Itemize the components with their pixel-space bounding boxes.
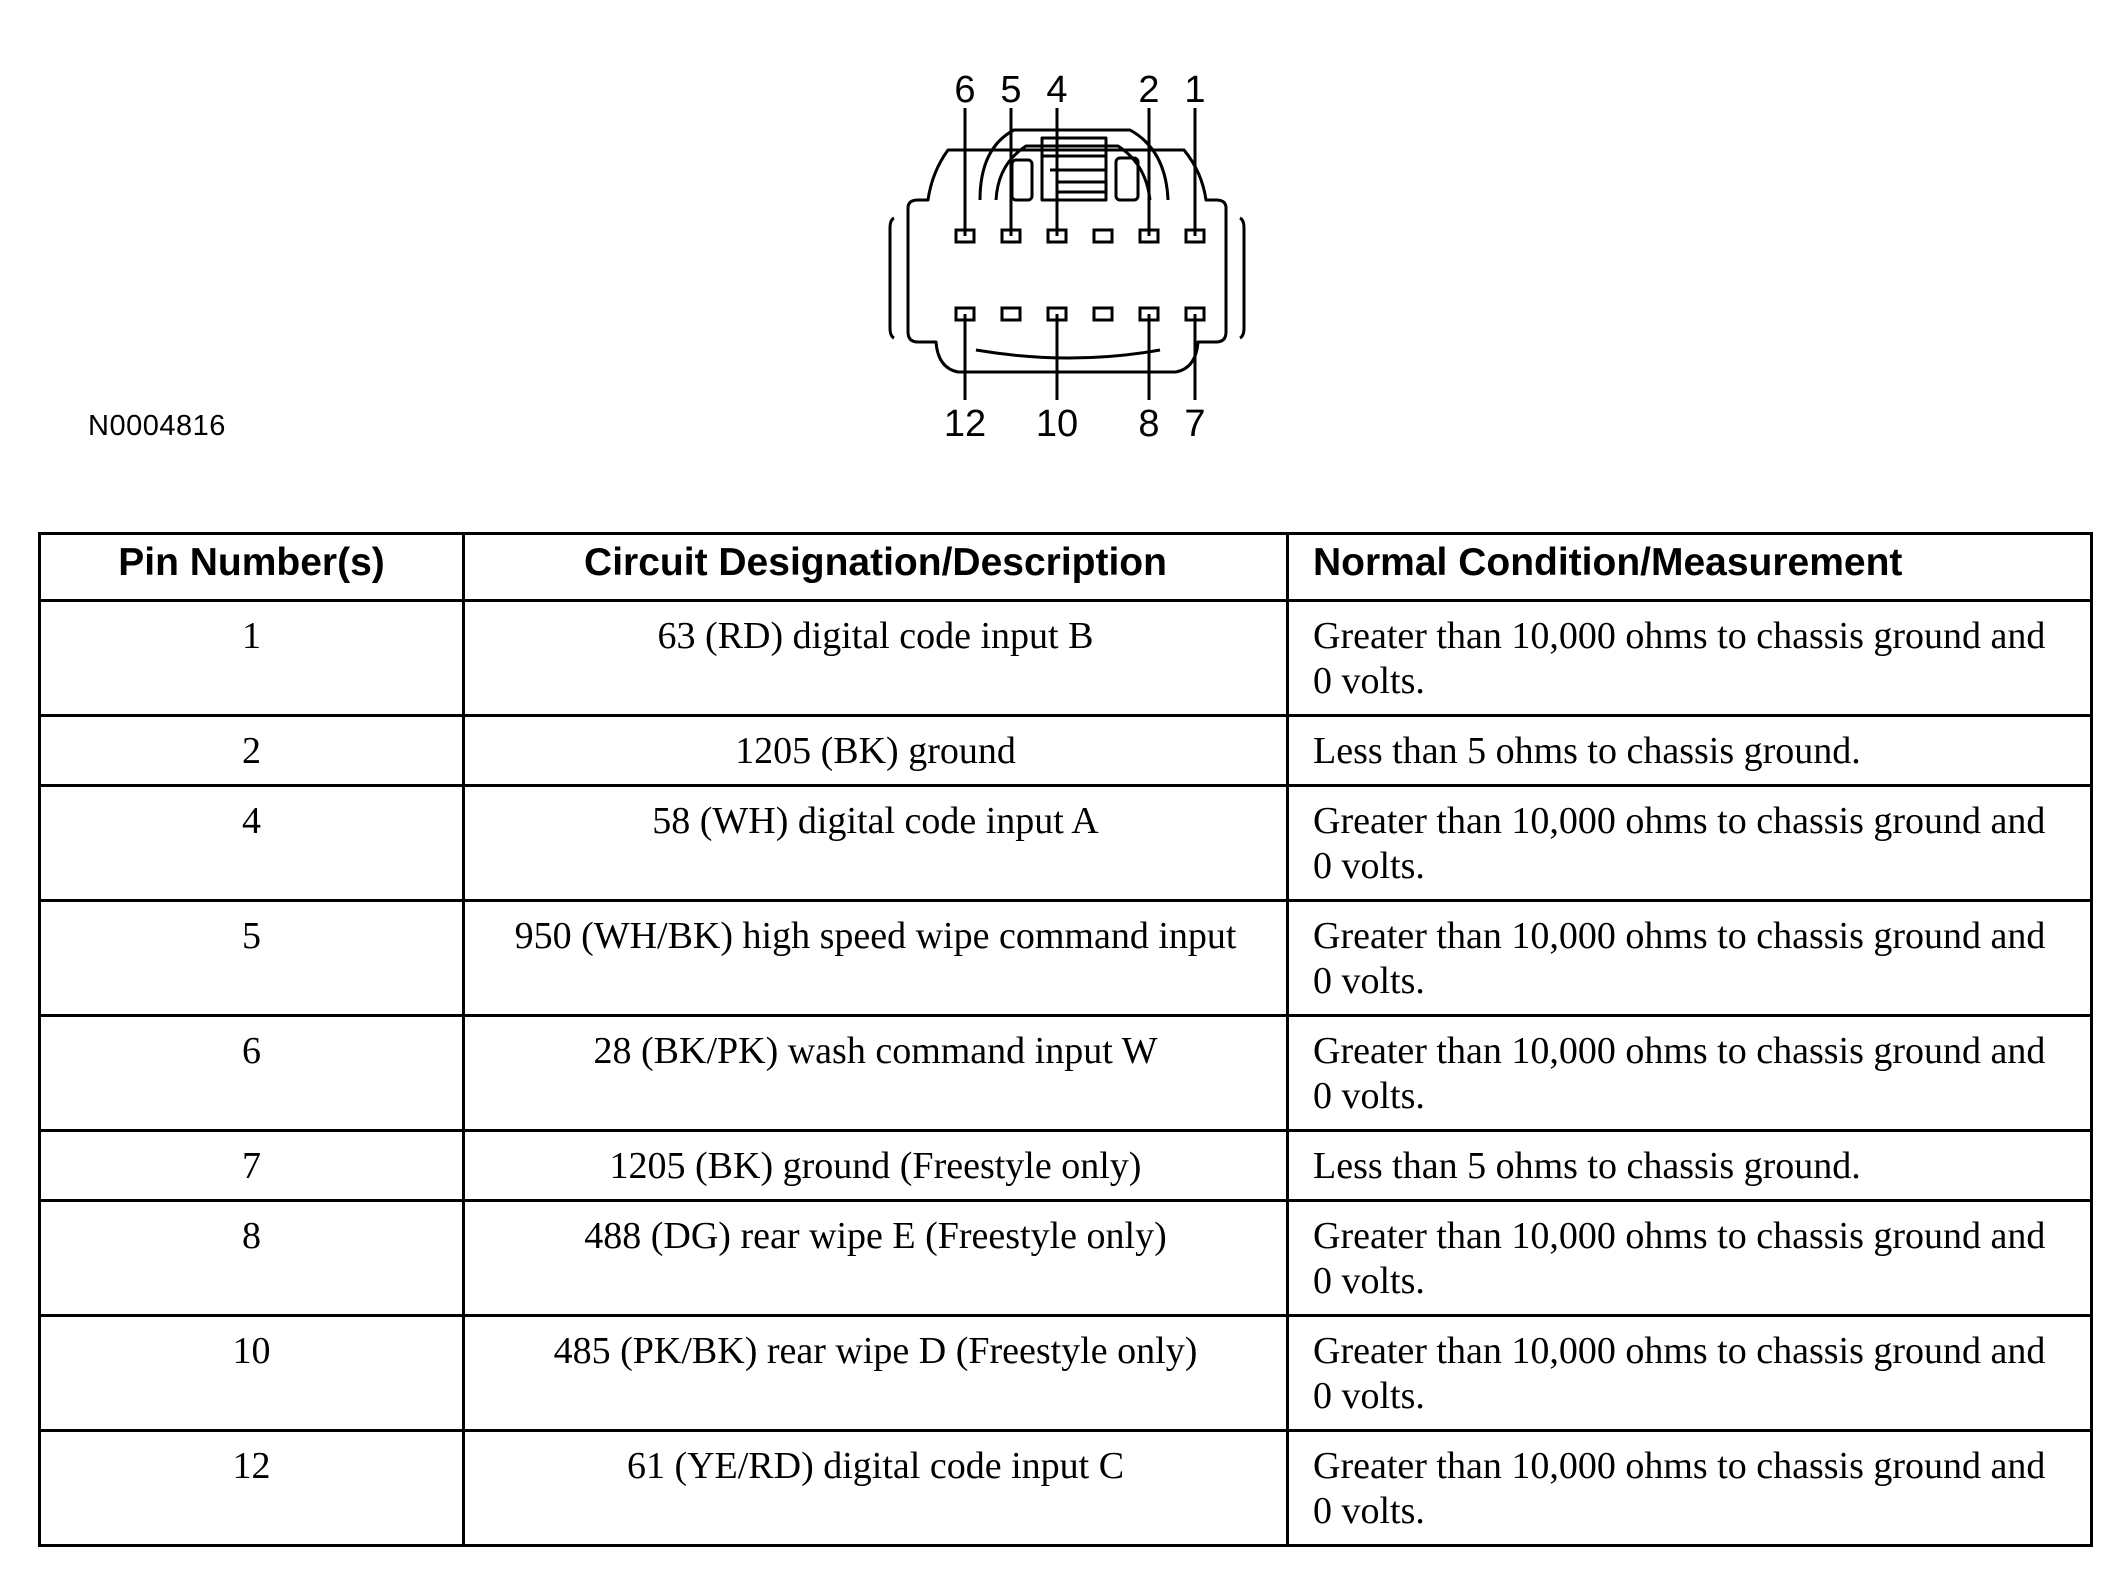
latch-slot-right [1116, 158, 1138, 200]
pin-label-1: 1 [1184, 69, 1206, 111]
pinout-table [38, 532, 2093, 1547]
pin-cell: 7 [40, 1131, 464, 1201]
table-row [40, 601, 2092, 716]
pin-label-4: 4 [1046, 69, 1068, 111]
circuit-cell: 63 (RD) digital code input B [464, 601, 1288, 716]
header-normal-condition: Normal Condition/Measurement [1288, 534, 2092, 601]
circuit-cell: 488 (DG) rear wipe E (Freestyle only) [464, 1201, 1288, 1316]
measurement-cell: Less than 5 ohms to chassis ground. [1288, 716, 2092, 786]
table-row [40, 1316, 2092, 1431]
measurement-cell: Greater than 10,000 ohms to chassis ground and 0 volts. [1288, 786, 2092, 901]
connector-left-rib [890, 218, 894, 338]
header-circuit-designation: Circuit Designation/Description [464, 534, 1288, 601]
pin-label-6: 6 [954, 69, 976, 111]
pin-cell: 8 [40, 1201, 464, 1316]
bottom-cavity-row [956, 308, 1204, 320]
table-row [40, 1131, 2092, 1201]
cavity-3 [1094, 230, 1112, 242]
pin-label-2: 2 [1138, 69, 1160, 111]
measurement-cell: Greater than 10,000 ohms to chassis ground and 0 volts. [1288, 1201, 2092, 1316]
table-row [40, 1016, 2092, 1131]
figure-id-label: N0004816 [88, 410, 226, 442]
circuit-cell: 1205 (BK) ground [464, 716, 1288, 786]
pin-label-7: 7 [1184, 403, 1206, 445]
top-cavity-row [956, 230, 1204, 242]
circuit-cell: 28 (BK/PK) wash command input W [464, 1016, 1288, 1131]
table-row [40, 901, 2092, 1016]
table-row [40, 716, 2092, 786]
pin-cell: 10 [40, 1316, 464, 1431]
table-row [40, 1201, 2092, 1316]
pin-cell: 1 [40, 601, 464, 716]
connector-diagram [880, 60, 1280, 450]
pin-cell: 4 [40, 786, 464, 901]
pin-label-8: 8 [1138, 403, 1160, 445]
pin-leader-lines [965, 108, 1195, 400]
cavity-9 [1094, 308, 1112, 320]
table-header-row [40, 534, 2092, 601]
pin-label-10: 10 [1035, 403, 1079, 445]
pin-label-5: 5 [1000, 69, 1022, 111]
latch-slot-left [1012, 160, 1032, 200]
header-pin-numbers: Pin Number(s) [40, 534, 464, 601]
measurement-cell: Greater than 10,000 ohms to chassis ground and 0 volts. [1288, 1316, 2092, 1431]
pin-cell: 6 [40, 1016, 464, 1131]
connector-right-rib [1240, 218, 1244, 338]
lower-opening [976, 350, 1160, 358]
circuit-cell: 950 (WH/BK) high speed wipe command input [464, 901, 1288, 1016]
pin-cell: 12 [40, 1431, 464, 1546]
table-row [40, 786, 2092, 901]
pin-cell: 5 [40, 901, 464, 1016]
circuit-cell: 1205 (BK) ground (Freestyle only) [464, 1131, 1288, 1201]
measurement-cell: Greater than 10,000 ohms to chassis ground and 0 volts. [1288, 1431, 2092, 1546]
circuit-cell: 58 (WH) digital code input A [464, 786, 1288, 901]
table-row [40, 1431, 2092, 1546]
pin-cell: 2 [40, 716, 464, 786]
circuit-cell: 61 (YE/RD) digital code input C [464, 1431, 1288, 1546]
circuit-cell: 485 (PK/BK) rear wipe D (Freestyle only) [464, 1316, 1288, 1431]
measurement-cell: Greater than 10,000 ohms to chassis ground and 0 volts. [1288, 601, 2092, 716]
measurement-cell: Less than 5 ohms to chassis ground. [1288, 1131, 2092, 1201]
measurement-cell: Greater than 10,000 ohms to chassis ground and 0 volts. [1288, 901, 2092, 1016]
pin-label-12: 12 [943, 403, 987, 445]
measurement-cell: Greater than 10,000 ohms to chassis ground and 0 volts. [1288, 1016, 2092, 1131]
cavity-11 [1002, 308, 1020, 320]
